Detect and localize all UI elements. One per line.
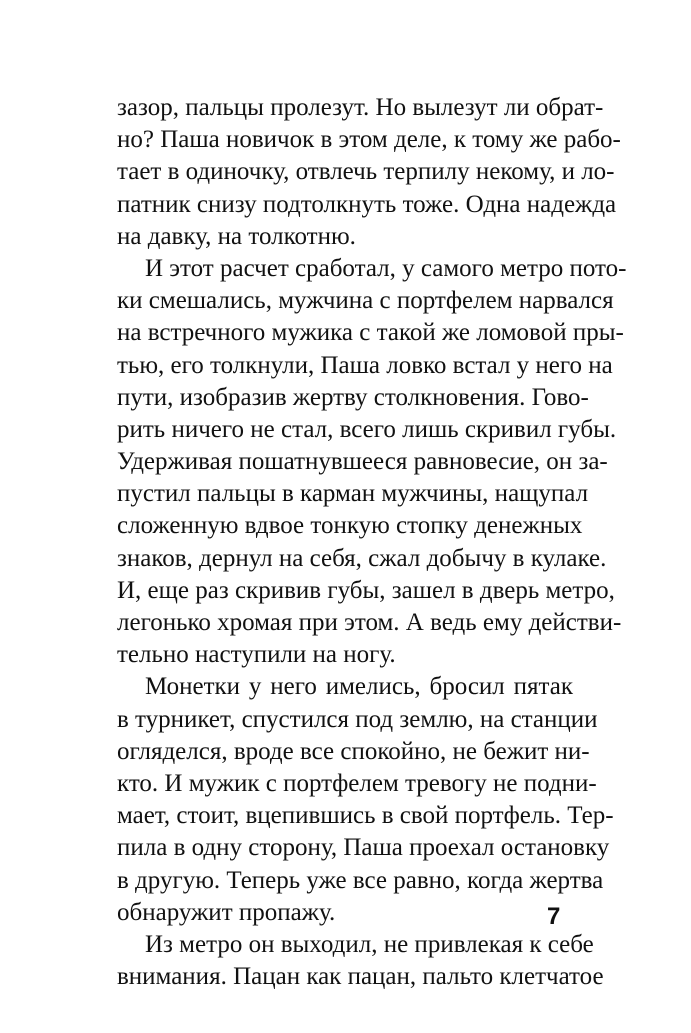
text-line: внимания. Пацан как пацан, пальто клетчатое [117,963,604,991]
text-line: пила в одну сторону, Паша проехал остановку [117,834,610,862]
text-line: но? Паша новичок в этом деле, к тому же рабо- [117,126,621,154]
text-line: тельно наступили на ногу. [117,641,396,669]
text-line: знаков, дернул на себя, сжал добычу в кулаке. [117,544,607,572]
text-line: тью, его толкнули, Паша ловко встал у него на [117,351,613,379]
paragraph [117,671,614,929]
text-line: в турникет, спустился под землю, на станции [117,705,598,733]
text-line: патник снизу подтолкнуть тоже. Одна надежда [117,190,617,218]
text-line: в другую. Теперь уже все равно, когда жертва [117,866,604,894]
text-line: кто. И мужик с портфелем тревогу не подни- [117,769,597,797]
paragraph [117,929,604,993]
text-line: рить ничего не стал, всего лишь скривил губы. [117,415,617,443]
text-line: пути, изобразив жертву столкновения. Гово- [117,383,589,411]
text-line: пустил пальцы в карман мужчины, нащупал [117,480,589,508]
text-line: на давку, на толкотню. [117,222,356,250]
text-line: огляделся, вроде все спокойно, не бежит ни- [117,737,590,765]
paragraph [117,92,621,253]
body-text [117,92,627,993]
paragraph [117,253,627,671]
text-line: легонько хромая при этом. А ведь ему действи- [117,609,622,636]
text-line: тает в одиночку, отвлечь терпилу некому, и ло- [117,158,615,186]
text-line: И, еще раз скривив губы, зашел в дверь метро, [117,576,615,604]
text-line: ки смешались, мужчина с портфелем нарвался [117,287,614,315]
text-line: И этот расчет сработал, у самого метро пото- [145,254,627,282]
text-line: мает, стоит, вцепившись в свой портфель. Тер- [117,802,614,830]
text-line: сложенную вдвое тонкую стопку денежных [117,512,583,540]
text-line: Монетки у него имелись, бросил пятак [145,673,573,701]
text-line: Из метро он выходил, не привлекая к себе [145,930,594,958]
text-line: Удерживая пошатнувшееся равновесие, он за- [117,448,608,476]
text-line: зазор, пальцы пролезут. Но вылезут ли обрат- [117,94,604,121]
text-line: обнаружит пропажу. [117,898,336,926]
page-number: 7 [547,903,561,930]
text-line: на встречного мужика с такой же ломовой пры- [117,319,624,347]
